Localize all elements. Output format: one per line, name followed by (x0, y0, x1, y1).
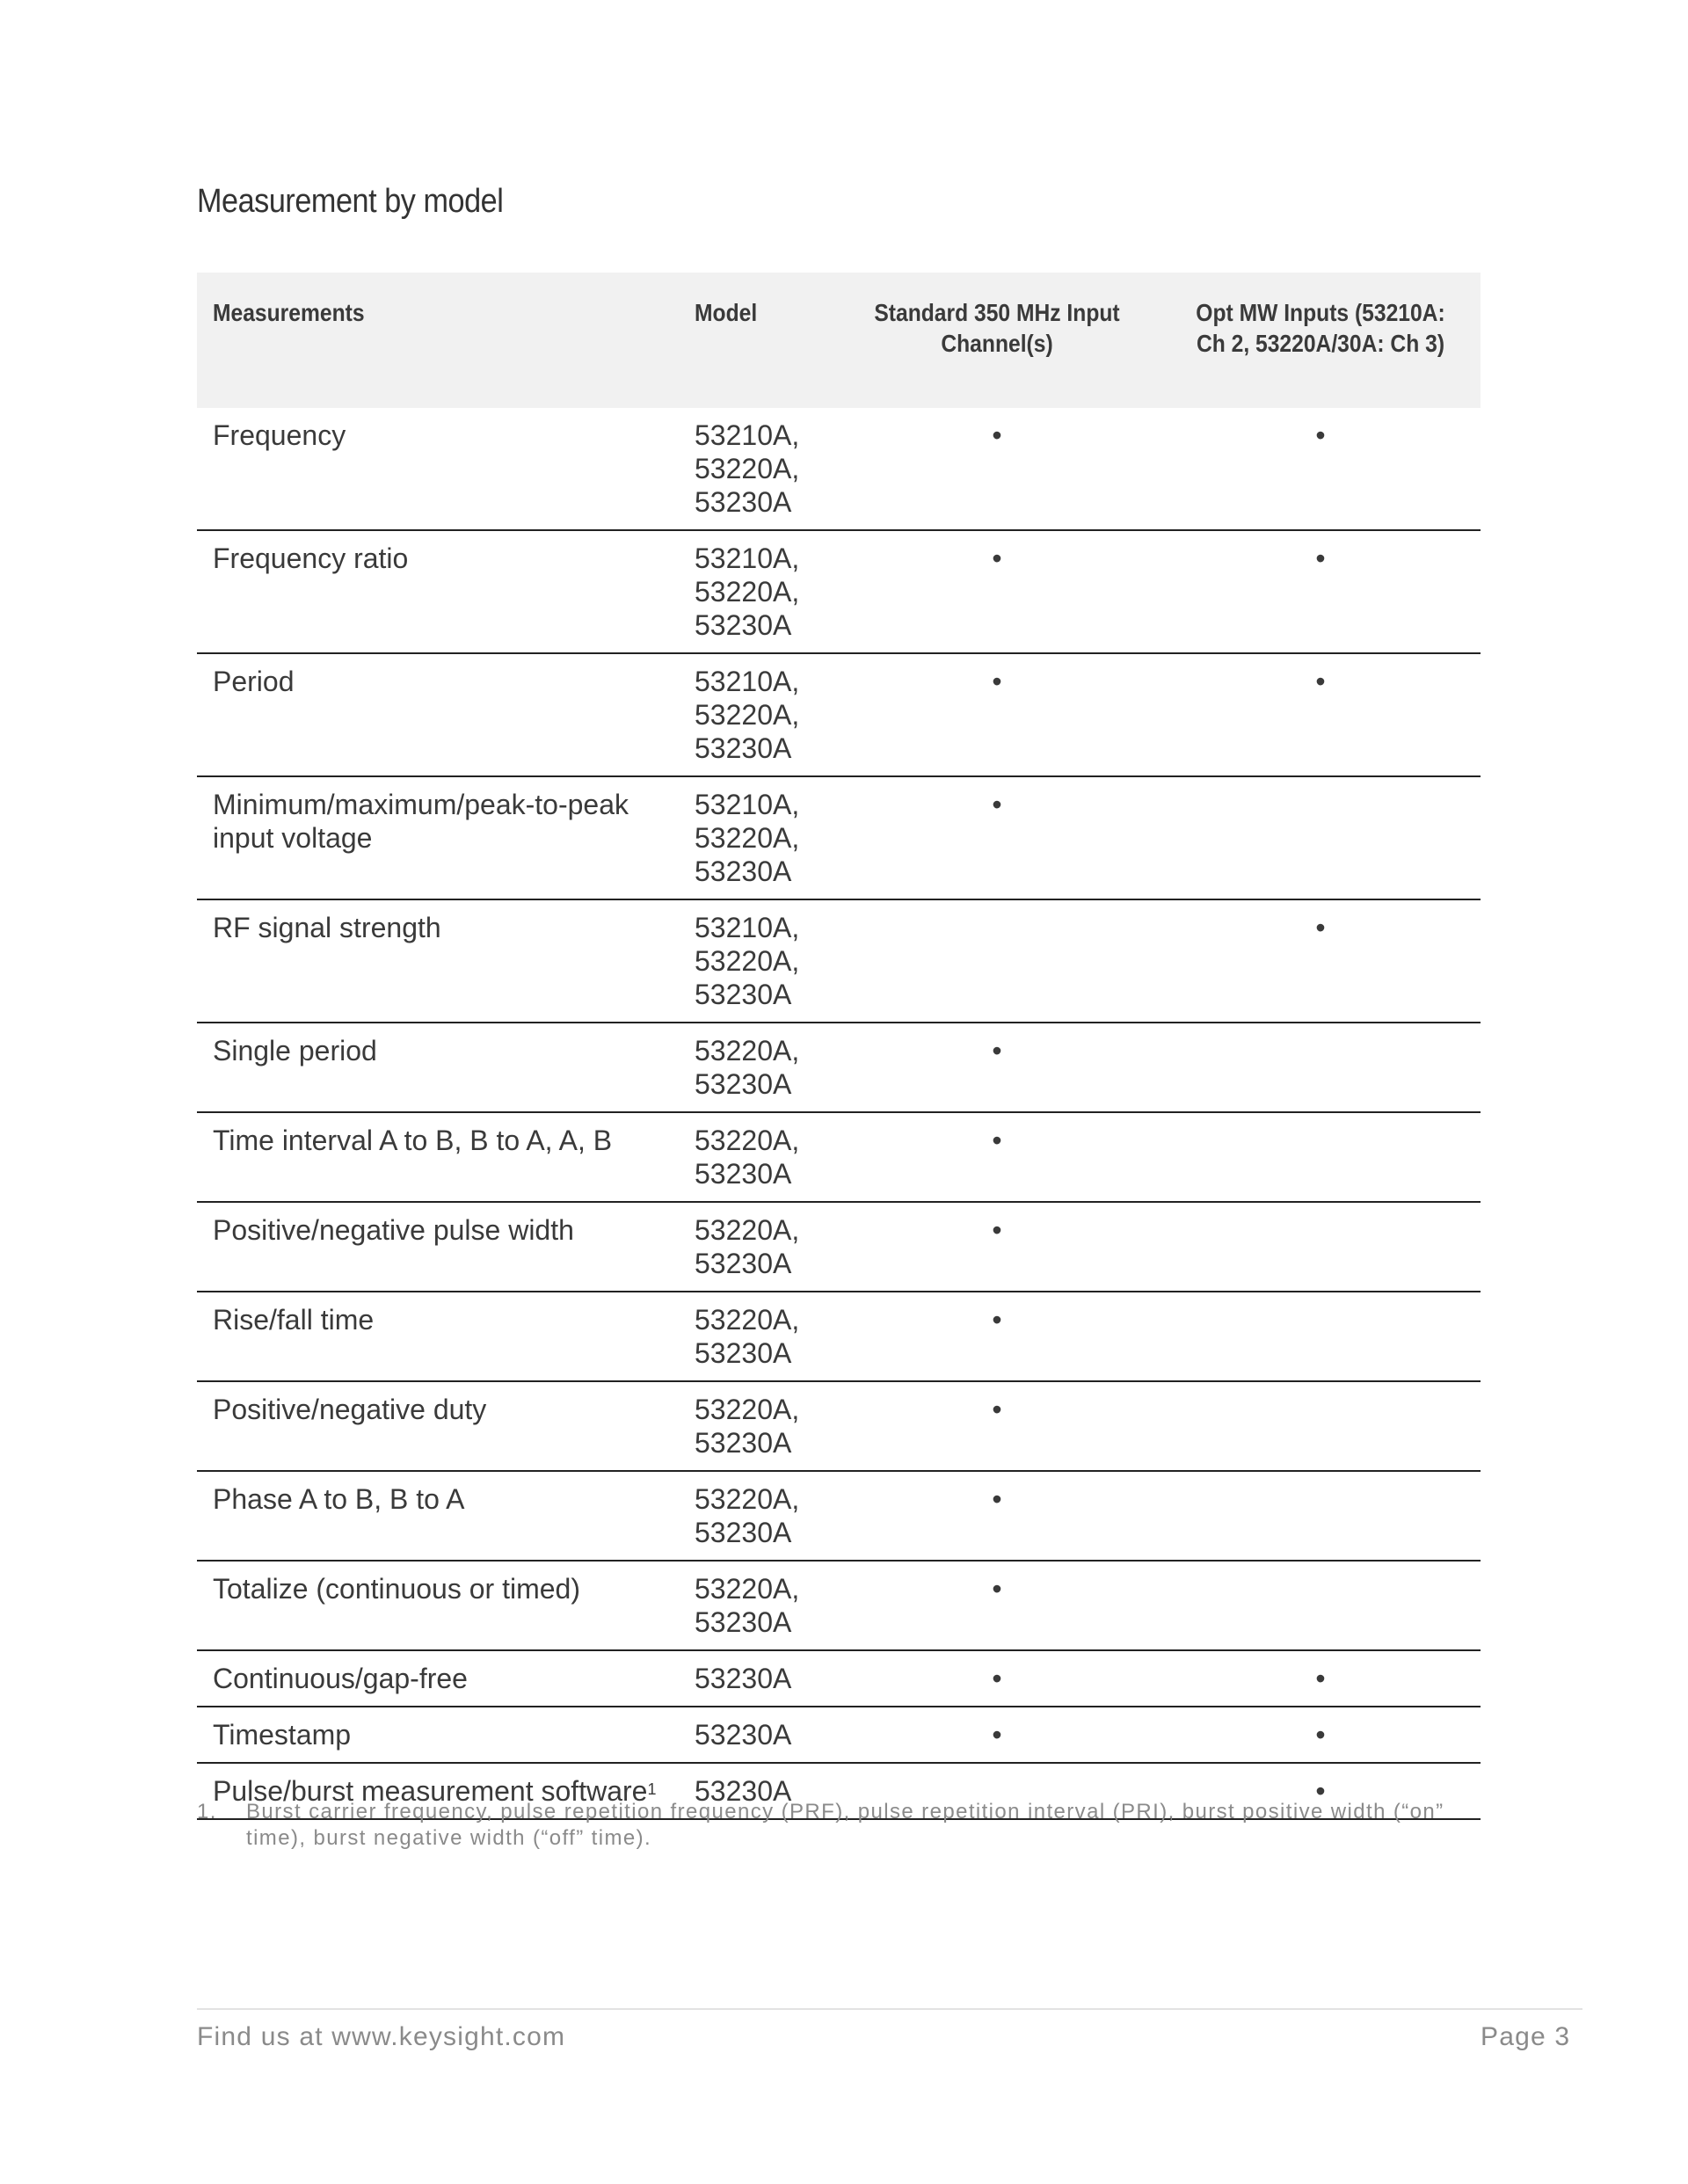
cell-opt-mw-input: • (1160, 899, 1481, 1023)
table-row (197, 1471, 1481, 1561)
cell-opt-mw-input (1160, 1381, 1481, 1471)
page-title: Measurement by model (197, 183, 504, 220)
cell-model: 53220A, 53230A (679, 1023, 833, 1112)
cell-opt-mw-input: • (1160, 1763, 1481, 1819)
cell-measurement: Rise/fall time (197, 1292, 679, 1381)
header-measurements: Measurements (197, 273, 679, 408)
header-model: Model (679, 273, 833, 408)
cell-standard-input: • (833, 653, 1160, 776)
cell-standard-input: • (833, 1561, 1160, 1650)
cell-measurement: Pulse/burst measurement software$^1$ (197, 1763, 679, 1819)
cell-model: 53220A, 53230A (679, 1381, 833, 1471)
footnote (197, 1799, 1481, 1852)
cell-measurement: Frequency (197, 408, 679, 530)
cell-opt-mw-input: • (1160, 1650, 1481, 1707)
table-row (197, 776, 1481, 899)
table-row (197, 408, 1481, 530)
cell-measurement: Positive/negative pulse width (197, 1202, 679, 1292)
cell-opt-mw-input: • (1160, 408, 1481, 530)
table-row (197, 1561, 1481, 1650)
cell-standard-input: • (833, 1112, 1160, 1202)
footnote-number: 1. (197, 1800, 217, 1824)
footer-website: Find us at www.keysight.com (197, 2022, 566, 2051)
cell-model: 53220A, 53230A (679, 1471, 833, 1561)
cell-opt-mw-input (1160, 1471, 1481, 1561)
footnote-ref: 1 (647, 1780, 657, 1798)
table-row (197, 653, 1481, 776)
cell-opt-mw-input: • (1160, 1707, 1481, 1763)
cell-standard-input: • (833, 1650, 1160, 1707)
cell-opt-mw-input (1160, 1292, 1481, 1381)
table-row (197, 530, 1481, 653)
cell-model: 53220A, 53230A (679, 1202, 833, 1292)
cell-standard-input: • (833, 1292, 1160, 1381)
footnote-text: Burst carrier frequency, pulse repetition frequency (PRF), pulse repetition interval (PRI), burst positive width (“on” time), burst negative width (“off” time). (246, 1800, 1444, 1850)
cell-model: 53210A, 53220A, 53230A (679, 408, 833, 530)
cell-measurement: Frequency ratio (197, 530, 679, 653)
cell-standard-input: • (833, 530, 1160, 653)
cell-opt-mw-input (1160, 776, 1481, 899)
cell-opt-mw-input (1160, 1561, 1481, 1650)
cell-opt-mw-input: • (1160, 530, 1481, 653)
cell-measurement: Positive/negative duty (197, 1381, 679, 1471)
table-row (197, 1023, 1481, 1112)
cell-standard-input: • (833, 1707, 1160, 1763)
cell-measurement: RF signal strength (197, 899, 679, 1023)
cell-measurement: Time interval A to B, B to A, A, B (197, 1112, 679, 1202)
cell-standard-input: • (833, 1202, 1160, 1292)
measurement-table (197, 273, 1481, 1820)
footer-divider (197, 2008, 1582, 2010)
cell-measurement: Single period (197, 1023, 679, 1112)
cell-standard-input (833, 899, 1160, 1023)
cell-model: 53210A, 53220A, 53230A (679, 899, 833, 1023)
cell-standard-input: • (833, 776, 1160, 899)
page-number: Page 3 (1481, 2022, 1571, 2051)
cell-measurement: Period (197, 653, 679, 776)
cell-standard-input: • (833, 1023, 1160, 1112)
header-standard-input: Standard 350 MHz Input Channel(s) (833, 273, 1160, 408)
cell-model: 53230A (679, 1650, 833, 1707)
table-row (197, 1292, 1481, 1381)
cell-model: 53220A, 53230A (679, 1561, 833, 1650)
cell-measurement: Continuous/gap-free (197, 1650, 679, 1707)
table-row (197, 1707, 1481, 1763)
cell-measurement: Totalize (continuous or timed) (197, 1561, 679, 1650)
cell-model: 53210A, 53220A, 53230A (679, 653, 833, 776)
cell-opt-mw-input (1160, 1023, 1481, 1112)
cell-standard-input: • (833, 1471, 1160, 1561)
cell-model: 53210A, 53220A, 53230A (679, 776, 833, 899)
table-row (197, 1202, 1481, 1292)
cell-model: 53220A, 53230A (679, 1292, 833, 1381)
table-row (197, 1381, 1481, 1471)
cell-model: 53220A, 53230A (679, 1112, 833, 1202)
cell-standard-input: • (833, 1381, 1160, 1471)
table-row (197, 899, 1481, 1023)
cell-measurement: Timestamp (197, 1707, 679, 1763)
cell-opt-mw-input (1160, 1202, 1481, 1292)
table-row (197, 1650, 1481, 1707)
cell-opt-mw-input: • (1160, 653, 1481, 776)
cell-standard-input: • (833, 408, 1160, 530)
cell-model: 53210A, 53220A, 53230A (679, 530, 833, 653)
cell-measurement: Phase A to B, B to A (197, 1471, 679, 1561)
table-header-row (197, 273, 1481, 408)
cell-measurement: Minimum/maximum/peak-to-peak input voltage (197, 776, 679, 899)
cell-model: 53230A (679, 1763, 833, 1819)
cell-opt-mw-input (1160, 1112, 1481, 1202)
header-opt-mw-inputs: Opt MW Inputs (53210A: Ch 2, 53220A/30A: Ch 3) (1160, 273, 1481, 408)
cell-model: 53230A (679, 1707, 833, 1763)
table-row (197, 1112, 1481, 1202)
